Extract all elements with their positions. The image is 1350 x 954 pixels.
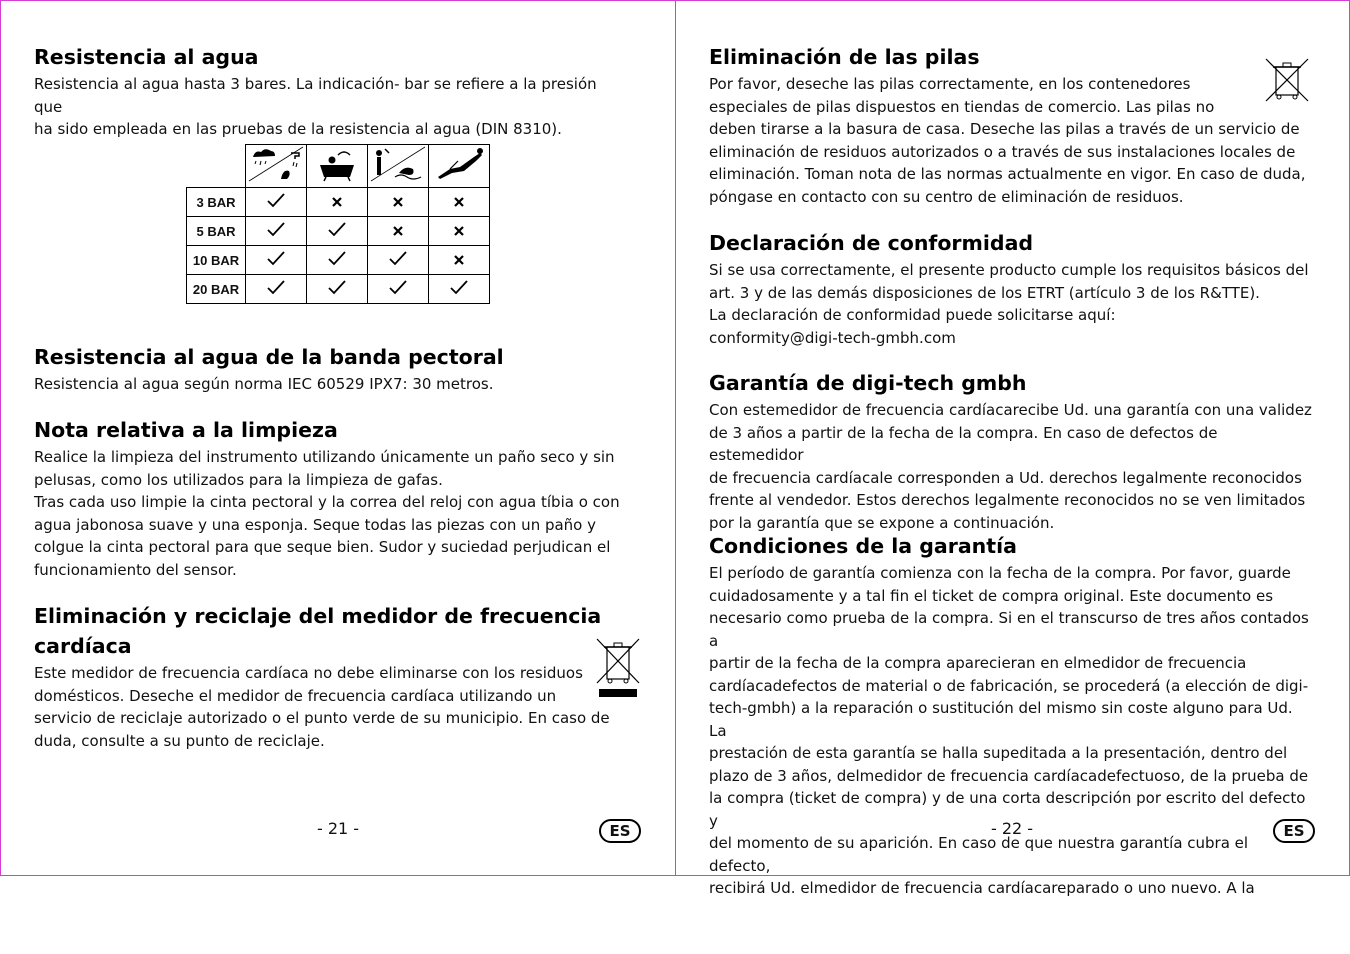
cross-icon (368, 217, 429, 246)
cross-icon (429, 188, 490, 217)
section-warranty (709, 369, 1314, 534)
text-line: El período de garantía comienza con la fecha de la compra. Por favor, guarde (709, 564, 1291, 582)
row-label: 5 BAR (187, 217, 246, 246)
crossed-bin-icon (1264, 57, 1310, 103)
text-line: art. 3 y de las demás disposiciones de los ETRT (artículo 3 de los R&TTE). (709, 283, 1260, 302)
table-row (187, 275, 490, 304)
contact-email: conformity@digi-tech-gmbh.com (709, 328, 956, 347)
section-conformity (709, 229, 1314, 349)
check-icon (307, 246, 368, 275)
table-row (187, 246, 490, 275)
text-line: la compra (ticket de compra) y de una corta descripción por escrito del defecto y (709, 789, 1306, 830)
table-row (187, 217, 490, 246)
text-line: recibirá Ud. elmedidor de frecuencia cardíacareparado o uno nuevo. A la (709, 879, 1255, 897)
text-line: Por favor, deseche las pilas correctamente, en los contenedores (709, 75, 1191, 93)
text-line: La declaración de conformidad puede solicitarse aquí: (709, 306, 1116, 324)
text-line: tech-gmbh) a la reparación o sustitución del mismo sin coste alguno para Ud. La (709, 699, 1293, 740)
text-line: ha sido empleada en las pruebas de la resistencia al agua (DIN 8310). (34, 120, 562, 138)
text-line: del momento de su aparición. En caso de que nuestra garantía cubra el defecto, (709, 834, 1249, 875)
check-icon (246, 188, 307, 217)
text-line: servicio de reciclaje autorizado o el punto verde de su municipio. En caso de (34, 709, 610, 727)
text-line: domésticos. Deseche el medidor de frecuencia cardíaca utilizando un (34, 686, 557, 705)
table-header-row (187, 145, 490, 188)
page-number: - 22 - (991, 819, 1034, 838)
text-line: póngase en contacto con su centro de eliminación de residuos. (709, 187, 1184, 206)
rain-splash-icon (246, 145, 307, 188)
heading-disposal-device: Eliminación y reciclaje del medidor de frecuencia (34, 604, 602, 628)
text-line: funcionamiento del sensor. (34, 560, 237, 579)
text-line: cardíacadefectos de material o de fabricación, se procederá (a elección de digi- (709, 676, 1309, 695)
table-corner (187, 145, 246, 188)
heading-conformity: Declaración de conformidad (709, 231, 1034, 255)
text-line: Resistencia al agua hasta 3 bares. La indicación- bar se refiere a la presión que (34, 75, 597, 116)
section-disposal-device (34, 602, 624, 752)
check-icon (368, 275, 429, 304)
table-row (187, 188, 490, 217)
heading-cleaning: Nota relativa a la limpieza (34, 418, 338, 442)
section-chest-strap (34, 343, 624, 396)
crossed-bin-icon (595, 637, 641, 701)
section-battery-disposal (709, 43, 1314, 208)
row-label: 10 BAR (187, 246, 246, 275)
cross-icon (429, 246, 490, 275)
check-icon (246, 275, 307, 304)
text-line: por la garantía que se expone a continuación. (709, 513, 1055, 532)
page-number: - 21 - (317, 819, 360, 838)
check-icon (429, 275, 490, 304)
row-label: 20 BAR (187, 275, 246, 304)
text-line: colgue la cinta pectoral para que seque bien. Sudor y suciedad perjudican el (34, 538, 611, 556)
bath-icon (307, 145, 368, 188)
text-line: plazo de 3 años, delmedidor de frecuencia cardíacadefectuoso, de la prueba de (709, 766, 1309, 785)
language-badge: ES (1273, 819, 1315, 843)
text-line: eliminación. Toman nota de las normas actualmente en vigor. En caso de duda, (709, 165, 1306, 183)
text-line: deben tirarse a la basura de casa. Deseche las pilas a través de un servicio de (709, 120, 1300, 138)
text-line: necesario como prueba de la compra. Si en el transcurso de tres años contados a (709, 609, 1309, 650)
row-label: 3 BAR (187, 188, 246, 217)
text-line: Resistencia al agua según norma IEC 60529 IPX7: 30 metros. (34, 375, 494, 393)
text-line: de frecuencia cardíacale corresponden a Ud. derechos legalmente reconocidos (709, 468, 1302, 487)
text-line: frente al vendedor. Estos derechos legalmente reconocidos no se ven limitados (709, 491, 1306, 509)
text-line: Con estemedidor de frecuencia cardíacarecibe Ud. una garantía con una validez (709, 401, 1312, 419)
text-line: cuidadosamente y a tal fin el ticket de compra original. Este documento es (709, 586, 1274, 605)
text-line: especiales de pilas dispuestos en tiendas de comercio. Las pilas no (709, 97, 1215, 116)
cross-icon (368, 188, 429, 217)
text-line: eliminación de residuos autorizados o a través de sus instalaciones locales de (709, 142, 1296, 161)
text-line: Este medidor de frecuencia cardíaca no debe eliminarse con los residuos (34, 664, 583, 682)
heading-warranty-conditions: Condiciones de la garantía (709, 534, 1017, 558)
left-page (0, 0, 676, 876)
shower-swim-icon (368, 145, 429, 188)
heading-chest-strap: Resistencia al agua de la banda pectoral (34, 345, 504, 369)
heading-warranty: Garantía de digi-tech gmbh (709, 371, 1027, 395)
check-icon (368, 246, 429, 275)
text-line: pelusas, como los utilizados para la limpieza de gafas. (34, 470, 443, 489)
text-line: prestación de esta garantía se halla supeditada a la presentación, dentro del (709, 744, 1288, 762)
check-icon (307, 217, 368, 246)
section-cleaning (34, 416, 624, 581)
text-line: partir de la fecha de la compra aparecieran en elmedidor de frecuencia (709, 654, 1247, 672)
text-line: Realice la limpieza del instrumento utilizando únicamente un paño seco y sin (34, 448, 615, 466)
diving-icon (429, 145, 490, 188)
section-water-resistance (34, 43, 624, 141)
water-resistance-table (186, 144, 490, 304)
text-line: duda, consulte a su punto de reciclaje. (34, 731, 325, 750)
cross-icon (307, 188, 368, 217)
check-icon (246, 246, 307, 275)
check-icon (307, 275, 368, 304)
right-page (675, 0, 1350, 897)
text-line: Tras cada uso limpie la cinta pectoral y la correa del reloj con agua tíbia o con (34, 493, 620, 511)
language-badge: ES (599, 819, 641, 843)
heading-water-resistance: Resistencia al agua (34, 45, 259, 69)
text-line: agua jabonosa suave y una esponja. Seque todas las piezas con un paño y (34, 515, 597, 534)
heading-disposal-device-cont: cardíaca (34, 634, 132, 658)
text-line: de 3 años a partir de la fecha de la compra. En caso de defectos de estemedidor (709, 423, 1218, 464)
heading-battery-disposal: Eliminación de las pilas (709, 45, 980, 69)
text-line: Si se usa correctamente, el presente producto cumple los requisitos básicos del (709, 261, 1309, 279)
cross-icon (429, 217, 490, 246)
check-icon (246, 217, 307, 246)
section-warranty-conditions (709, 532, 1314, 900)
